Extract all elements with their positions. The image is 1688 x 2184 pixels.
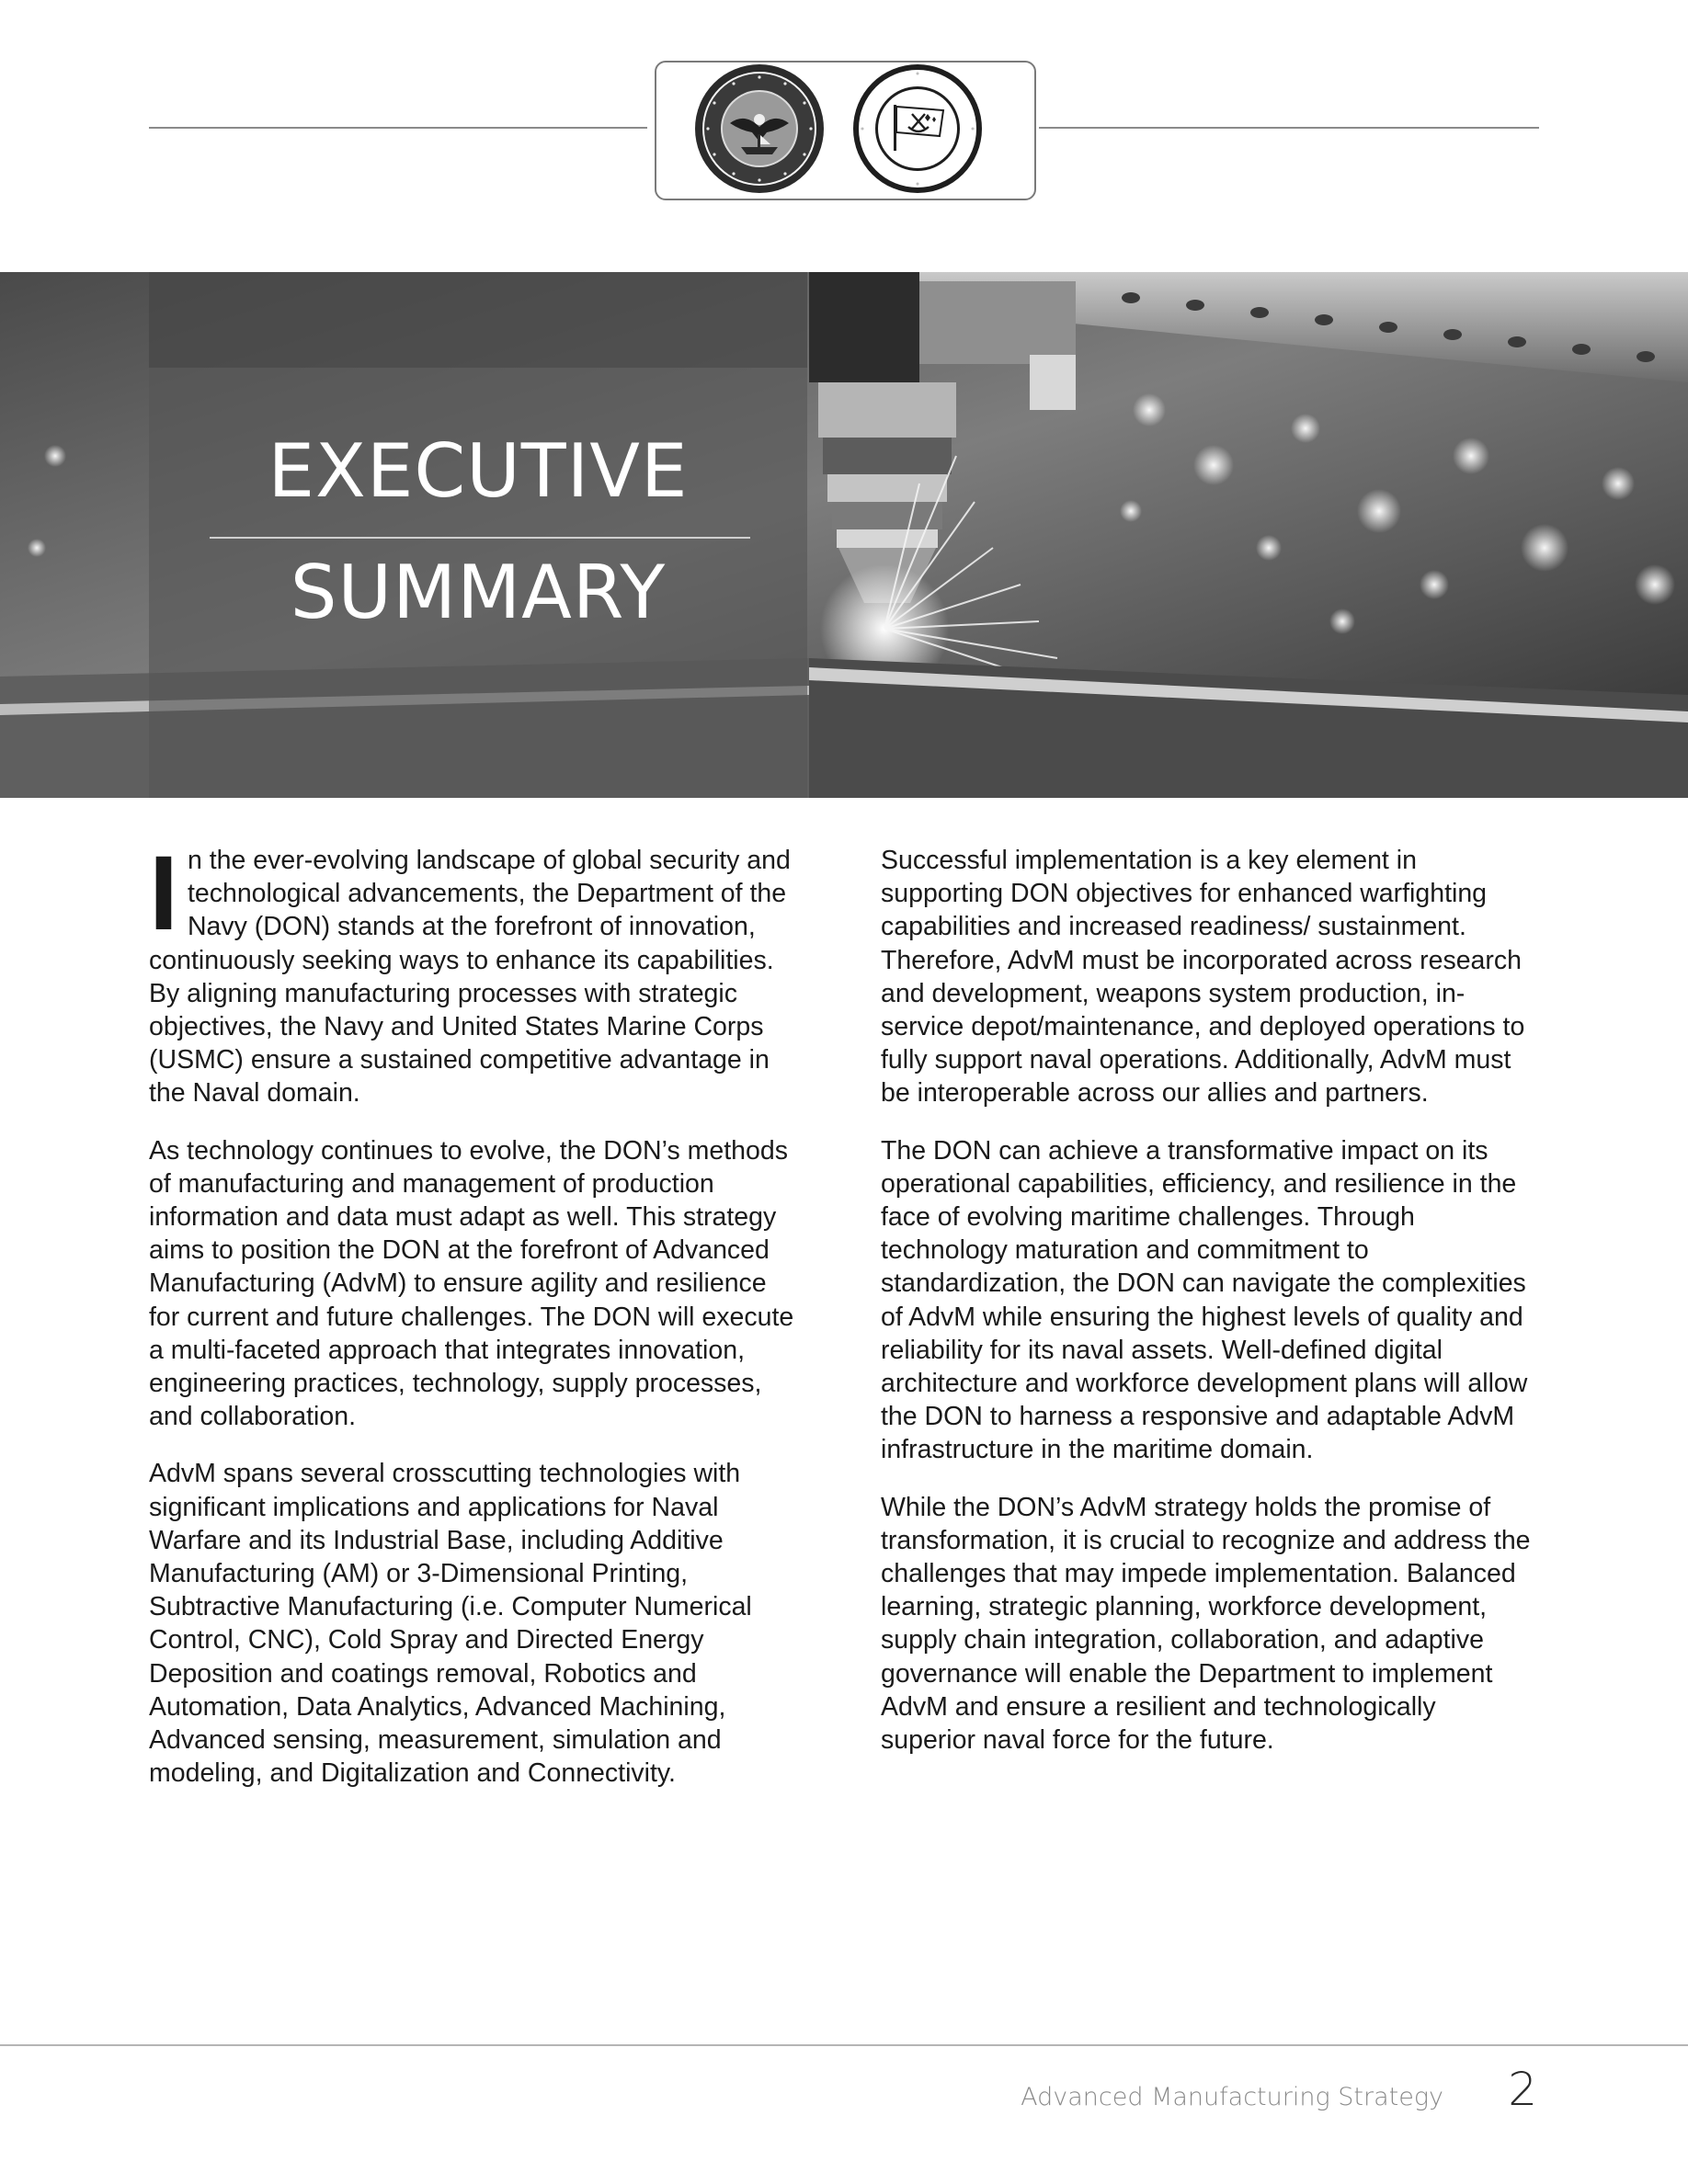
paragraph-advm-technologies: AdvM spans several crosscutting technologies with significant implications and applications for Naval Warfare and its Industrial Base, including Additive Manufacturing (AM) or 3-Dimensional Printing, Subtractive Manufacturing (i.e. Computer Numerical Control, CNC), Cold Spray and Directed Energy Deposition and coatings removal, Robotics and Automation, Data Analytics, Advanced Machining, Advanced sensing, measurement, simulation and modeling, and Digitalization and Connectivity.	[149, 1459, 752, 1789]
paragraph-technology: As technology continues to evolve, the DON’s methods of manufacturing and management of production information and data must adapt as well. This strategy aims to position the DON at the forefront of Advanced Manufacturing (AdvM) to ensure agility and resilience for current and future challenges. The DON will execute a multi-faceted approach that integrates innovation, engineering practices, technology, supply processes, and collaboration.	[149, 1135, 794, 1432]
drop-cap: I	[149, 835, 178, 952]
paragraph-transformative-impact: The DON can achieve a transformative impact on its operational capabilities, efficiency, and resilience in the face of evolving maritime challenges. Through technology maturation and commitment to standardization, the DON can navigate the complexities of AdvM while ensuring the highest levels of quality and reliability for its naval assets. Well-defined digital architecture and workforce development plans will allow the DON to harness a responsive and adaptable AdvM infrastructure in the maritime domain.	[881, 1135, 1528, 1465]
page-title-line-1: EXECUTIVE	[268, 428, 689, 514]
header-rule-right	[1039, 127, 1539, 129]
footer-rule	[0, 2044, 1688, 2046]
hero-banner	[0, 272, 1688, 798]
paragraph-intro-text: n the ever-evolving landscape of global security and technological advancements, the Department of the Navy (DON) stands at the forefront of innovation, continuously seeking ways to enhance its capabilities. By aligning manufacturing processes with strategic objectives, the Navy and United States Marine Corps (USMC) ensure a sustained competitive advantage in the Naval domain.	[149, 846, 791, 1109]
title-panel	[149, 272, 807, 798]
department-of-the-navy-seal-icon	[693, 63, 826, 195]
header-rule-left	[149, 127, 647, 129]
assistant-secretary-of-the-navy-rda-seal-icon	[851, 63, 984, 195]
paragraph-intro	[149, 835, 804, 1110]
title-divider	[210, 537, 750, 539]
title-panel-band	[149, 272, 807, 368]
right-column	[881, 844, 1535, 1780]
paragraph-implementation: Successful implementation is a key element in supporting DON objectives for enhanced warfighting capabilities and increased readiness/ sustainment. Therefore, AdvM must be incorporated across research and development, weapons system production, in-service depot/maintenance, and deployed operations to fully support naval operations. Additionally, AdvM must be interoperable across our allies and partners.	[881, 846, 1525, 1109]
page-title-line-2: SUMMARY	[290, 550, 667, 635]
footer-document-title: Advanced Manufacturing Strategy	[1021, 2083, 1443, 2111]
paragraph-challenges: While the DON’s AdvM strategy holds the promise of transformation, it is crucial to recognize and address the challenges that may impede implementation. Balanced learning, strategic planning, workforce development, supply chain integration, collaboration, and adaptive governance will enable the Department to implement AdvM and ensure a resilient and technologically superior naval force for the future.	[881, 1492, 1531, 1756]
page-number: 2	[1508, 2063, 1537, 2116]
left-column	[149, 835, 804, 1814]
